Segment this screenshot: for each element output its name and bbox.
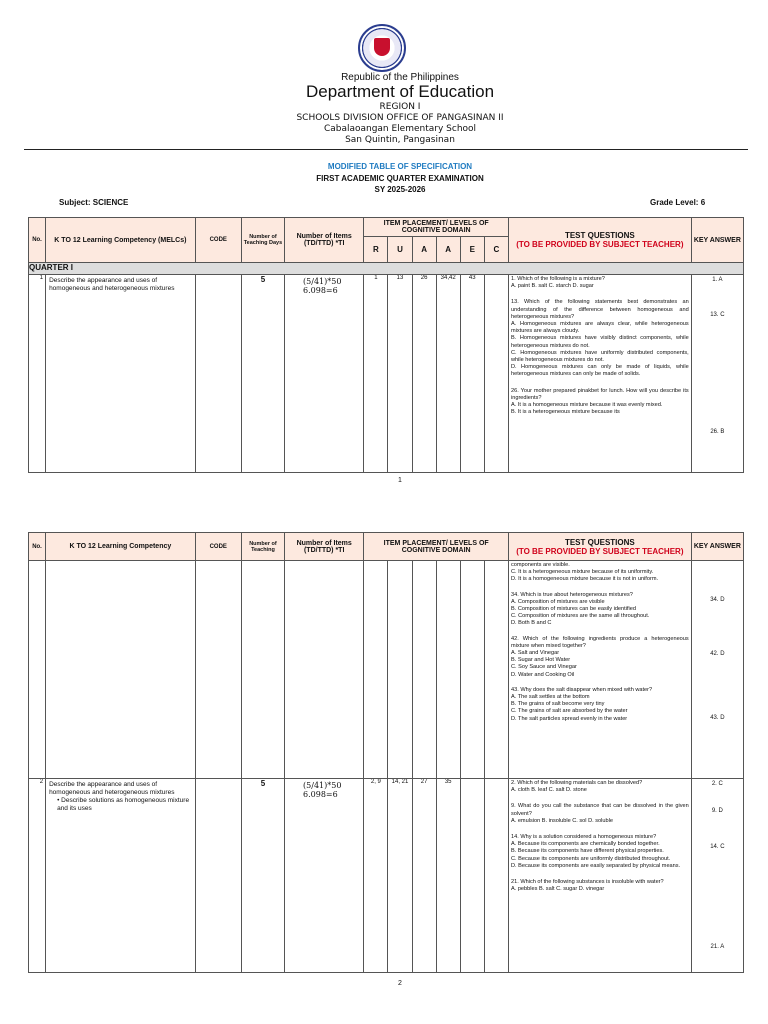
placement-a1: 27 <box>412 779 436 973</box>
level-a1: A <box>412 237 436 263</box>
level-c: C <box>484 237 508 263</box>
col-code: CODE <box>195 533 241 561</box>
placement-u: 14, 21 <box>388 779 412 973</box>
col-items: Number of Items (TD/TTD) *TI <box>285 218 364 263</box>
questions-note: (TO BE PROVIDED BY SUBJECT TEACHER) <box>516 240 684 249</box>
test-questions: 2. Which of the following materials can be dissolved? A. cloth B. leaf C. salt D. stone 9. What do you call the substance that can be dissolved in the given solvent? A. emulsion B. insoluble C. sol D. soluble 14. Why is a solution considered a homogeneous mixture? A. Because its components are chemically bonded together. B. Because its components have different physical properties. C. Because its components are uniformly distributed throughout. D. Because its components are easily separated by physical means. 21. Which of the following substances is insoluble with water? A. pebbles B. salt C. sugar D. vinegar <box>508 779 691 973</box>
col-placement: ITEM PLACEMENT/ LEVELS OF COGNITIVE DOMAIN <box>364 533 509 561</box>
exam-title: FIRST ACADEMIC QUARTER EXAMINATION <box>316 174 484 183</box>
row-items <box>285 275 364 473</box>
key-answers-continued: 34. D 42. D 43. D <box>691 561 743 779</box>
col-competency: K TO 12 Learning Competency <box>46 533 196 561</box>
placement-a2: 34,42 <box>436 275 460 473</box>
key-answers: 1. A 13. C 26. B <box>691 275 743 473</box>
level-u: U <box>388 237 412 263</box>
spec-table-page-1 <box>28 217 744 473</box>
row-days: 5 <box>241 275 284 473</box>
level-r: R <box>364 237 388 263</box>
region-line: REGION I <box>379 102 421 112</box>
placement-a1: 26 <box>412 275 436 473</box>
school-line: Cabalaoangan Elementary School <box>323 124 477 134</box>
col-code: CODE <box>195 218 241 263</box>
table-row <box>29 561 744 779</box>
item-formula: (5/41)*50 <box>303 277 342 286</box>
deped-seal-icon <box>358 24 406 72</box>
test-questions-continued: components are visible. C. It is a heterogeneous mixture because of its uniformity. D. It is a homogeneous mixture because it is not in uniform. 34. Which is true about heterogeneous mixtures? A. Composition of mixtures are visible B. Composition of mixtures can be easily identified C. Composition of mixtures are the same all throughout. D. Both B and C 42. Which of the following ingredients produce a heterogeneous mixture when mixed together? A. Salt and Vinegar B. Sugar and Hot Water C. Soy Sauce and Vinegar D. Water and Cooking Oil 43. Why does the salt disappear when mixed with water? A. The salt settles at the bottom B. The grains of salt become very tiny C. The grains of salt are absorbed by the water D. The salt particles spread evenly in the water <box>508 561 691 779</box>
test-questions: 1. Which of the following is a mixture? A. paint B. salt C. starch D. sugar 13. Which of the following statements best demonstrates an understanding of the difference between homogeneous and heterogeneous mixtures? A. Homogeneous mixtures are always clear, while heterogeneous mixtures are always cloudy. B. Homogeneous mixtures have visibly distinct components, while heterogeneous mixtures do not. C. Homogeneous mixtures have uniformly distributed components, while heterogeneous mixtures do not. D. Homogeneous mixtures can only be made of liquids, while heterogeneous mixtures can only be made of solids. 26. Your mother prepared pinakbet for lunch. How will you describe its ingredients? A. It is a homogeneous mixture because it was evenly mixed. B. It is a heterogeneous mixture because its <box>508 275 691 473</box>
row-no: 2 <box>29 779 46 973</box>
placement-c <box>484 779 508 973</box>
row-code <box>195 275 241 473</box>
subject-label: Subject: SCIENCE <box>59 198 129 207</box>
grade-label: Grade Level: 6 <box>650 198 706 207</box>
spec-table-page-2 <box>28 532 744 973</box>
competency-bullet: • Describe solutions as homogeneous mixture and its uses <box>57 797 190 812</box>
col-key: KEY ANSWER <box>691 533 743 561</box>
col-no: No. <box>29 218 46 263</box>
item-result: 6.098=6 <box>303 790 338 799</box>
department-title: Department of Education <box>305 82 495 101</box>
level-a2: A <box>436 237 460 263</box>
level-e: E <box>460 237 484 263</box>
col-questions: TEST QUESTIONS (TO BE PROVIDED BY SUBJECT TEACHER) <box>508 218 691 263</box>
placement-c <box>484 275 508 473</box>
placement-e <box>460 779 484 973</box>
col-placement: ITEM PLACEMENT/ LEVELS OF COGNITIVE DOMAIN <box>364 218 509 237</box>
table-row <box>29 275 744 473</box>
col-competency: K TO 12 Learning Competency (MELCs) <box>46 218 196 263</box>
row-competency: Describe the appearance and uses of homogeneous and heterogeneous mixtures <box>46 275 196 473</box>
header-divider <box>24 149 748 150</box>
item-result: 6.098=6 <box>303 286 338 295</box>
col-days: Number of Teaching Days <box>241 218 284 263</box>
placement-r: 2, 9 <box>364 779 388 973</box>
placement-a2: 35 <box>436 779 460 973</box>
placement-u: 13 <box>388 275 412 473</box>
row-days: 5 <box>241 779 284 973</box>
location-line: San Quintin, Pangasinan <box>345 135 455 145</box>
questions-note: (TO BE PROVIDED BY SUBJECT TEACHER) <box>516 546 684 556</box>
page-number: 1 <box>398 477 402 484</box>
school-year: SY 2025-2026 <box>374 185 426 194</box>
row-no: 1 <box>29 275 46 473</box>
page-number: 2 <box>398 980 402 987</box>
row-items <box>285 779 364 973</box>
table-row <box>29 779 744 973</box>
col-no: No. <box>29 533 46 561</box>
col-key: KEY ANSWER <box>691 218 743 263</box>
republic-line: Republic of the Philippines <box>341 72 459 83</box>
key-answers: 2. C 9. D 14. C 21. A <box>691 779 743 973</box>
item-formula: (5/41)*50 <box>303 781 342 790</box>
col-questions: TEST QUESTIONS (TO BE PROVIDED BY SUBJECT TEACHER) <box>508 533 691 561</box>
placement-e: 43 <box>460 275 484 473</box>
quarter-label: QUARTER I <box>29 263 744 275</box>
placement-r: 1 <box>364 275 388 473</box>
division-line: SCHOOLS DIVISION OFFICE OF PANGASINAN II <box>296 113 504 123</box>
row-competency: Describe the appearance and uses of homogeneous and heterogeneous mixtures • Describe solutions as homogeneous mixture and its uses <box>46 779 196 973</box>
col-items: Number of Items (TD/TTD) *TI <box>285 533 364 561</box>
col-days: Number of Teaching <box>241 533 284 561</box>
doc-title: MODIFIED TABLE OF SPECIFICATION <box>327 162 473 171</box>
row-code <box>195 779 241 973</box>
